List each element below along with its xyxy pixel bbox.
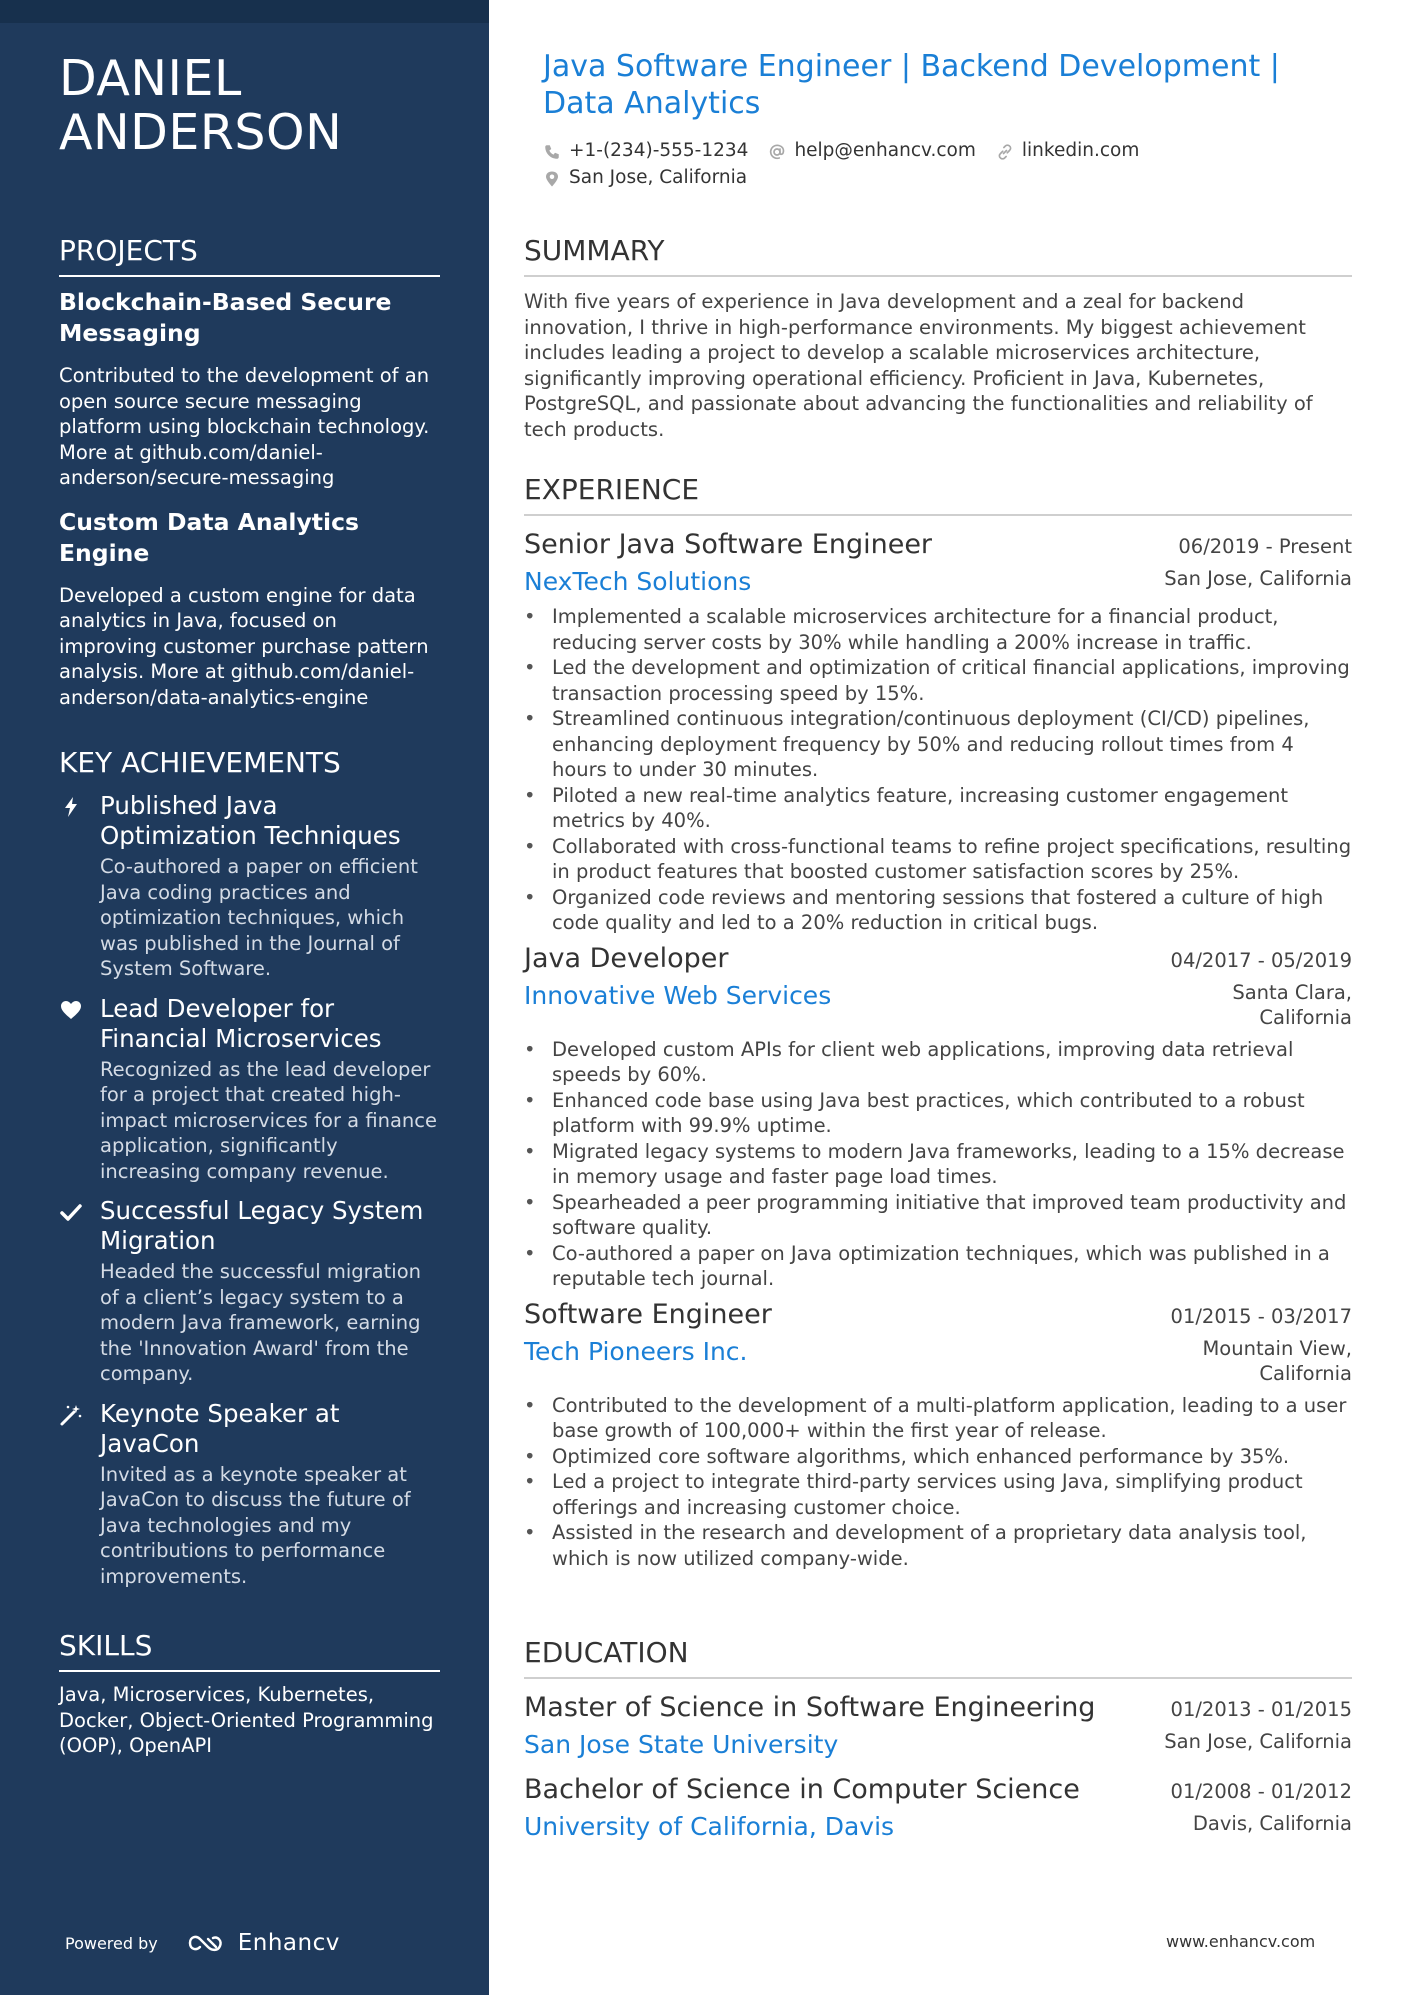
experience-section	[524, 473, 1352, 1577]
phone-number: +1-(234)-555-1234	[569, 140, 749, 161]
summary-text: With five years of experience in Java development and a zeal for backend innovation, I thrive in high-performance environments. My biggest achievement includes leading a project to develop a scalable microservices architecture, significantly improving operational efficiency. Proficient in Java, Kubernetes, PostgreSQL, and passionate about advancing the functionalities and reliability of tech products.	[524, 290, 1313, 441]
list-item: • Migrated legacy systems to modern Java frameworks, leading to a 15% decrease in memory usage and faster page load times.	[524, 1139, 1352, 1190]
achievement-description: Invited as a keynote speaker at JavaCon to discuss the future of Java technologies and my contributions to performance improvements.	[100, 1462, 411, 1588]
school-location: Davis, California	[1192, 1812, 1352, 1835]
contact-row	[543, 137, 1343, 164]
linkedin-url: linkedin.com	[1021, 140, 1140, 161]
job-company: Tech Pioneers Inc.	[524, 1336, 748, 1366]
list-item: • Organized code reviews and mentoring sessions that fostered a culture of high code quality and led to a 20% reduction in critical bugs.	[524, 885, 1352, 936]
project-description: Contributed to the development of an open source secure messaging platform using blockchain technology. More at github.com/daniel-anderson/secure-messaging	[59, 364, 430, 489]
list-item: • Implemented a scalable microservices architecture for a financial product, reducing server costs by 30% while handling a 200% increase in traffic.	[524, 604, 1352, 655]
list-item: • Enhanced code base using Java best practices, which contributed to a robust platform with 99.9% uptime.	[524, 1088, 1352, 1139]
job-bullets	[524, 1393, 1352, 1572]
education-section	[524, 1636, 1352, 1855]
project-title: Blockchain-Based Secure Messaging	[59, 288, 392, 347]
contact-row	[543, 164, 1343, 191]
list-item: • Developed custom APIs for client web applications, improving data retrieval speeds by 60%.	[524, 1037, 1352, 1088]
skills-section	[59, 1629, 440, 1759]
headline: Java Software Engineer | Backend Development | Data Analytics	[543, 49, 1280, 121]
heart-icon	[59, 998, 83, 1022]
list-item: • Led a project to integrate third-party services using Java, simplifying product offerings and increasing customer choice.	[524, 1469, 1352, 1520]
location-text: San Jose, California	[569, 167, 748, 188]
education-heading: EDUCATION	[524, 1636, 1352, 1679]
experience-heading: EXPERIENCE	[524, 473, 1352, 516]
candidate-name: DANIEL ANDERSON	[59, 50, 343, 161]
education-entry	[524, 1691, 1352, 1761]
job-location: Mountain View, California	[1202, 1336, 1352, 1385]
bolt-icon	[59, 795, 83, 819]
project-title: Custom Data Analytics Engine	[59, 507, 360, 567]
summary-heading: SUMMARY	[524, 234, 1352, 277]
list-item: • Led the development and optimization of critical financial applications, improving transaction processing speed by 15%.	[524, 655, 1352, 706]
degree-title: Master of Science in Software Engineering	[524, 1692, 1096, 1723]
footer-url[interactable]: www.enhancv.com	[1166, 1932, 1316, 1951]
job-date: 06/2019 - Present	[1178, 535, 1352, 558]
job-company: Innovative Web Services	[524, 980, 832, 1010]
check-icon	[59, 1200, 83, 1224]
job-location: Santa Clara, California	[1232, 980, 1352, 1029]
list-item: • Optimized core software algorithms, which enhanced performance by 35%.	[524, 1444, 1352, 1470]
achievement-title: Keynote Speaker at JavaCon	[100, 1398, 340, 1458]
achievement-item	[59, 994, 440, 1185]
contact-info	[543, 137, 1343, 191]
skills-heading: SKILLS	[59, 1629, 440, 1672]
achievement-item	[59, 791, 440, 982]
project-item	[59, 507, 440, 711]
list-item: • Co-authored a paper on Java optimization techniques, which was published in a reputable tech journal.	[524, 1241, 1352, 1292]
job-entry	[524, 942, 1352, 1292]
powered-by-label: Powered by	[65, 1933, 158, 1953]
sidebar	[0, 0, 489, 1995]
achievements-section	[59, 746, 440, 1601]
list-item: • Streamlined continuous integration/continuous deployment (CI/CD) pipelines, enhancing deployment frequency by 50% and reducing rollout times from 4 hours to under 30 minutes.	[524, 706, 1352, 783]
job-bullets	[524, 604, 1352, 936]
sidebar-top-bar	[0, 0, 489, 23]
contact-linkedin[interactable]	[996, 137, 1139, 164]
job-date: 04/2017 - 05/2019	[1170, 948, 1352, 972]
job-company: NexTech Solutions	[524, 567, 752, 596]
achievements-heading: KEY ACHIEVEMENTS	[59, 746, 341, 779]
list-item: • Contributed to the development of a multi-platform application, leading to a user base growth of 100,000+ within the first year of release.	[524, 1393, 1352, 1444]
enhancv-brand-name: Enhancv	[237, 1930, 340, 1956]
list-item: • Piloted a new real-time analytics feature, increasing customer engagement metrics by 40%.	[524, 783, 1352, 834]
achievement-title: Lead Developer for Financial Microservices	[100, 993, 382, 1053]
powered-by	[65, 1930, 340, 1956]
job-title: Java Developer	[524, 942, 729, 974]
project-item	[59, 287, 440, 491]
enhancv-logo-icon	[186, 1932, 230, 1954]
list-item: • Spearheaded a peer programming initiative that improved team productivity and software quality.	[524, 1190, 1352, 1241]
job-location: San Jose, California	[1164, 567, 1352, 590]
contact-phone	[543, 137, 748, 164]
location-pin-icon	[543, 169, 561, 187]
projects-section	[59, 234, 440, 726]
education-date: 01/2013 - 01/2015	[1170, 1698, 1352, 1721]
list-item: • Assisted in the research and development of a proprietary data analysis tool, which is now utilized company-wide.	[524, 1520, 1352, 1571]
list-item: • Collaborated with cross-functional teams to refine project specifications, resulting in product features that boosted customer satisfaction scores by 25%.	[524, 834, 1352, 885]
achievement-item	[59, 1196, 440, 1387]
enhancv-logo[interactable]	[186, 1930, 340, 1956]
project-description: Developed a custom engine for data analytics in Java, focused on improving customer purchase pattern analysis. More at github.com/daniel-anderson/data-analytics-engine	[59, 583, 429, 709]
phone-icon	[543, 142, 561, 160]
education-date: 01/2008 - 01/2012	[1170, 1780, 1352, 1803]
achievement-title: Published Java Optimization Techniques	[100, 791, 401, 850]
education-entry	[524, 1773, 1352, 1843]
school-location: San Jose, California	[1164, 1730, 1352, 1753]
projects-heading: PROJECTS	[59, 234, 440, 277]
job-date: 01/2015 - 03/2017	[1170, 1304, 1352, 1328]
link-icon	[996, 142, 1014, 160]
job-entry	[524, 528, 1352, 936]
job-title: Senior Java Software Engineer	[524, 529, 933, 560]
magic-wand-icon	[59, 1403, 83, 1427]
school-name: University of California, Davis	[524, 1812, 895, 1841]
at-icon	[768, 142, 786, 160]
email-address: help@enhancv.com	[794, 140, 976, 161]
achievement-description: Headed the successful migration of a client’s legacy system to a modern Java framework, earning the 'Innovation Award' from the company.	[100, 1260, 421, 1385]
contact-email[interactable]	[768, 137, 975, 164]
achievement-description: Co-authored a paper on efficient Java coding practices and optimization techniques, which was published in the Journal of System Software.	[100, 855, 418, 980]
job-entry	[524, 1298, 1352, 1572]
contact-location	[543, 164, 747, 191]
school-name: San Jose State University	[524, 1730, 839, 1759]
achievement-description: Recognized as the lead developer for a project that created high-impact microservices for a finance application, significantly increasing company revenue.	[100, 1057, 437, 1183]
job-title: Software Engineer	[524, 1298, 772, 1330]
achievement-item	[59, 1399, 440, 1590]
summary-section	[524, 234, 1352, 442]
achievement-title: Successful Legacy System Migration	[100, 1196, 424, 1255]
job-bullets	[524, 1037, 1352, 1292]
degree-title: Bachelor of Science in Computer Science	[524, 1774, 1080, 1805]
skills-list: Java, Microservices, Kubernetes, Docker, Object-Oriented Programming (OOP), OpenAPI	[59, 1683, 434, 1757]
